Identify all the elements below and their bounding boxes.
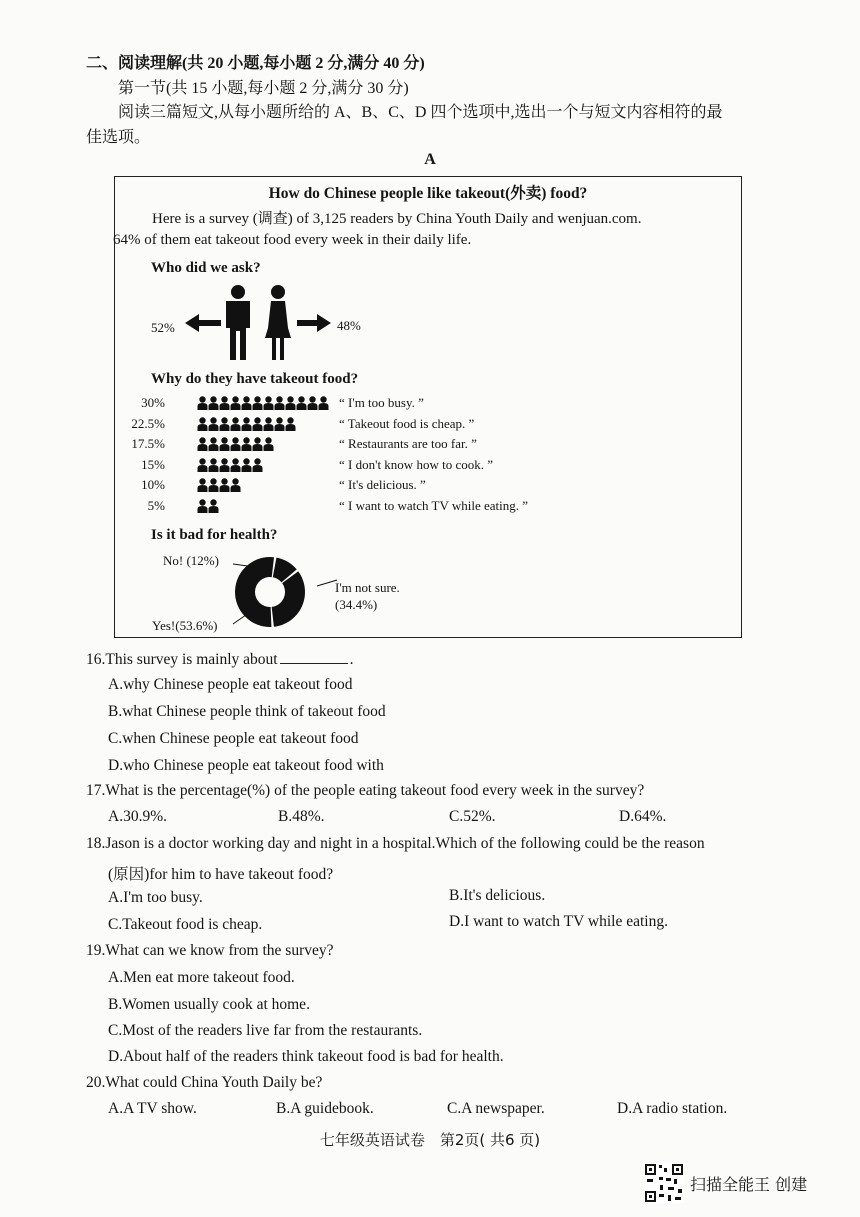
- passage-box: [114, 176, 742, 638]
- person-icon: [230, 458, 241, 472]
- instructions-line-1: 阅读三篇短文,从每小题所给的 A、B、C、D 四个选项中,选出一个与短文内容相符的最: [118, 104, 723, 121]
- person-icon: [197, 437, 208, 451]
- woman-icon: [265, 285, 291, 360]
- person-icon: [197, 396, 208, 410]
- option: A.I'm too busy.: [108, 889, 203, 906]
- reason-icon-row: [197, 478, 241, 492]
- person-icon: [241, 396, 252, 410]
- donut-slice-unsure: [272, 571, 305, 626]
- subsection-title: 第一节(共 15 小题,每小题 2 分,满分 30 分): [118, 80, 409, 97]
- passage-line-1: Here is a survey (调查) of 3,125 readers by China Youth Daily and wenjuan.com.: [152, 211, 642, 227]
- person-icon: [197, 478, 208, 492]
- option: D.64%.: [619, 808, 667, 825]
- option: C.when Chinese people eat takeout food: [108, 730, 359, 747]
- option: A.Men eat more takeout food.: [108, 969, 295, 986]
- health-no-label: No! (12%): [163, 553, 219, 568]
- reason-text: “ I want to watch TV while eating. ”: [339, 497, 529, 513]
- reason-percent: 17.5%: [131, 436, 165, 451]
- reason-icon-row: [197, 499, 219, 513]
- passage-title: How do Chinese people like takeout(外卖) food?: [268, 185, 588, 202]
- option: A.30.9%.: [108, 808, 167, 825]
- donut-slice-yes: [235, 557, 274, 627]
- reason-icon-row: [197, 417, 296, 431]
- person-icon: [230, 437, 241, 451]
- person-icon: [208, 437, 219, 451]
- person-icon: [208, 478, 219, 492]
- option: D.who Chinese people eat takeout food with: [108, 757, 384, 774]
- man-icon: [226, 285, 250, 360]
- person-icon: [274, 417, 285, 431]
- person-icon: [263, 396, 274, 410]
- reason-percent: 5%: [147, 497, 165, 513]
- option: D.I want to watch TV while eating.: [449, 913, 668, 930]
- person-icon: [219, 437, 230, 451]
- health-yes-label: Yes!(53.6%): [152, 618, 218, 633]
- instructions-line-2: 佳选项。: [86, 129, 151, 146]
- page-footer: 七年级英语试卷 第2页( 共6 页): [319, 1131, 541, 1149]
- person-icon: [252, 437, 263, 451]
- person-icon: [219, 417, 230, 431]
- person-icon: [230, 417, 241, 431]
- health-unsure-value: (34.4%): [335, 597, 378, 612]
- passage-line-2: 64% of them eat takeout food every week in their daily life.: [113, 232, 472, 248]
- reason-percent: 22.5%: [131, 415, 165, 431]
- question-stem-text: 16.This survey is mainly about: [86, 651, 278, 668]
- person-icon: [285, 417, 296, 431]
- person-icon: [285, 396, 296, 410]
- reason-icon-row: [197, 458, 263, 472]
- reason-percent: 15%: [141, 456, 165, 472]
- female-percent: 48%: [337, 318, 361, 333]
- reason-text: “ I'm too busy. ”: [339, 395, 424, 410]
- arrow-left-icon: [185, 314, 221, 332]
- reason-text: “ I don't know how to cook. ”: [339, 456, 493, 472]
- watermark-text: 扫描全能王 创建: [690, 1174, 808, 1194]
- person-icon: [197, 458, 208, 472]
- option: C.Takeout food is cheap.: [108, 916, 263, 933]
- option: A.why Chinese people eat takeout food: [108, 676, 353, 693]
- person-icon: [197, 499, 208, 513]
- option: C.52%.: [449, 808, 496, 825]
- reason-text: “ Restaurants are too far. ”: [339, 436, 477, 451]
- option: D.A radio station.: [617, 1100, 728, 1117]
- person-icon: [230, 478, 241, 492]
- health-unsure-label: I'm not sure.: [335, 580, 400, 595]
- option: B.48%.: [278, 808, 325, 825]
- person-icon: [219, 396, 230, 410]
- option: C.Most of the readers live far from the restaurants.: [108, 1022, 423, 1039]
- question-stem: (原因)for him to have takeout food?: [108, 866, 334, 883]
- person-icon: [208, 499, 219, 513]
- reason-text: “ Takeout food is cheap. ”: [339, 415, 475, 431]
- person-icon: [241, 458, 252, 472]
- person-icon: [208, 417, 219, 431]
- person-icon: [197, 417, 208, 431]
- option: B.Women usually cook at home.: [108, 996, 310, 1013]
- reason-text: “ It's delicious. ”: [339, 477, 426, 492]
- person-icon: [208, 396, 219, 410]
- scanner-watermark: [644, 1163, 807, 1203]
- person-icon: [296, 396, 307, 410]
- leader-line-unsure: [317, 580, 337, 586]
- person-icon: [219, 478, 230, 492]
- passage-letter: A: [424, 151, 436, 168]
- person-icon: [307, 396, 318, 410]
- qr-code-icon: [644, 1163, 684, 1203]
- male-percent: 52%: [151, 320, 175, 335]
- heading-health: Is it bad for health?: [151, 527, 278, 543]
- question-stem: 16.This survey is mainly about .: [86, 651, 354, 668]
- heading-who: Who did we ask?: [151, 260, 261, 276]
- heading-why: Why do they have takeout food?: [151, 371, 359, 387]
- person-icon: [252, 417, 263, 431]
- question-stem: 20.What could China Youth Daily be?: [86, 1074, 323, 1091]
- section-title: 二、阅读理解(共 20 小题,每小题 2 分,满分 40 分): [86, 55, 425, 72]
- person-icon: [241, 417, 252, 431]
- reason-icon-row: [197, 396, 329, 410]
- person-icon: [252, 458, 263, 472]
- person-icon: [219, 458, 230, 472]
- reason-icon-row: [197, 437, 274, 451]
- person-icon: [252, 396, 263, 410]
- question-stem: 19.What can we know from the survey?: [86, 942, 334, 959]
- arrow-right-icon: [297, 314, 331, 332]
- option: B.what Chinese people think of takeout food: [108, 703, 386, 720]
- reason-percent: 30%: [141, 395, 165, 410]
- person-icon: [263, 437, 274, 451]
- option: C.A newspaper.: [447, 1100, 545, 1117]
- option: B.It's delicious.: [449, 887, 546, 904]
- answer-blank: [280, 649, 348, 664]
- option: A.A TV show.: [108, 1100, 197, 1117]
- person-icon: [274, 396, 285, 410]
- person-icon: [208, 458, 219, 472]
- reason-percent: 10%: [141, 477, 165, 492]
- person-icon: [230, 396, 241, 410]
- health-donut: [225, 552, 345, 637]
- question-stem: 18.Jason is a doctor working day and night in a hospital.Which of the following could be the reason: [86, 835, 705, 852]
- person-icon: [241, 437, 252, 451]
- person-icon: [263, 417, 274, 431]
- person-icon: [318, 396, 329, 410]
- question-stem: 17.What is the percentage(%) of the people eating takeout food every week in the survey?: [86, 782, 645, 799]
- option: B.A guidebook.: [276, 1100, 374, 1117]
- option: D.About half of the readers think takeout food is bad for health.: [108, 1048, 504, 1065]
